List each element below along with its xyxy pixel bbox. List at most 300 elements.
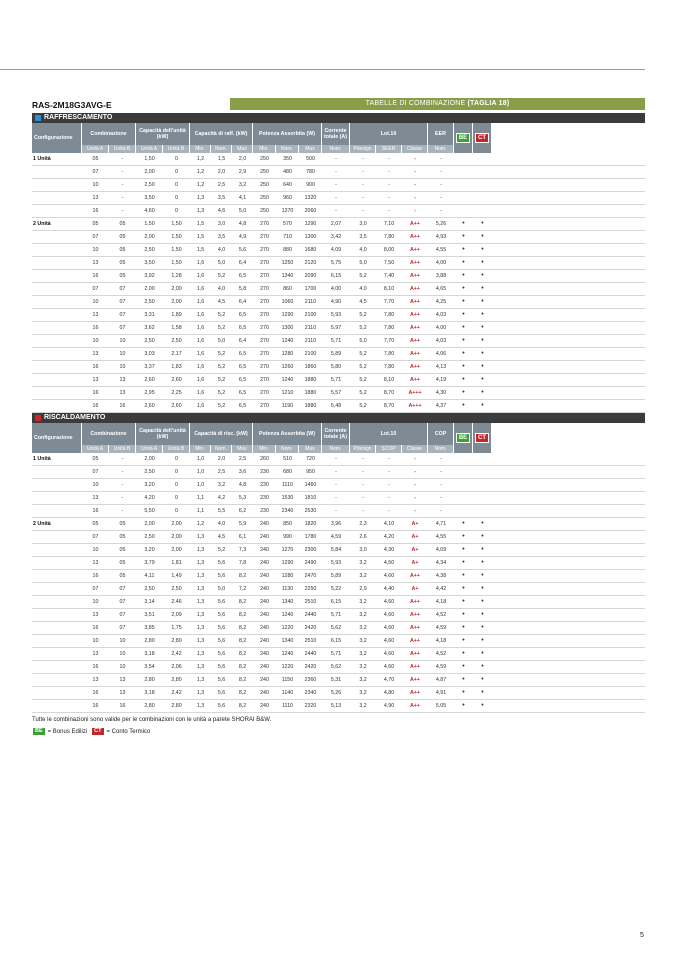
table-cell: 1,5	[217, 156, 226, 162]
ct-eligibility-dot: •	[481, 363, 484, 370]
energy-class: A++	[409, 234, 420, 240]
table-cell: 2,00	[144, 169, 155, 175]
table-cell: 5,0	[238, 208, 247, 214]
table-cell: 13	[92, 260, 99, 266]
cooling-header-combination-label: Combinazione	[82, 123, 135, 145]
be-eligibility-dot: •	[462, 272, 465, 279]
table-cell: 4,93	[435, 234, 447, 240]
ct-eligibility-dot: •	[481, 298, 484, 305]
table-cell: 1700	[304, 286, 317, 292]
table-cell: 5,2	[217, 364, 226, 370]
table-cell: -	[121, 495, 124, 501]
table-cell: 3,37	[144, 364, 155, 370]
table-cell: 250	[260, 156, 269, 162]
table-cell: 5,6	[217, 651, 226, 657]
energy-class: A++	[409, 260, 420, 266]
table-row	[32, 205, 645, 218]
table-cell: 1,6	[196, 351, 205, 357]
table-cell: 4,60	[383, 664, 395, 670]
be-eligibility-dot	[454, 153, 473, 165]
heating-header-lot-label: Lot.10	[350, 423, 427, 445]
table-cell: 480	[283, 169, 292, 175]
table-cell: 3,20	[144, 547, 155, 553]
be-eligibility-dot	[454, 453, 473, 465]
table-cell: -	[388, 208, 390, 214]
table-cell: -	[335, 169, 337, 175]
table-cell: 7,3	[238, 547, 247, 553]
heating-header-capacity_unit-label: Capacità dell'unità (kW)	[136, 423, 189, 445]
be-eligibility-dot	[454, 466, 473, 478]
table-cell: 5,5	[217, 508, 226, 514]
table-row	[32, 166, 645, 179]
table-cell: 10	[92, 547, 99, 553]
table-cell: 8,2	[238, 651, 247, 657]
ct-eligibility-dot: •	[481, 324, 484, 331]
ct-eligibility-dot	[473, 192, 492, 204]
table-cell: 8,2	[238, 625, 247, 631]
cooling-subheader-power-1: Nom.	[276, 145, 299, 153]
table-cell: 1,6	[196, 273, 205, 279]
ct-eligibility-dot	[473, 466, 492, 478]
table-cell: 16	[92, 508, 99, 514]
table-cell: 07	[119, 625, 126, 631]
table-cell: 5,80	[330, 364, 342, 370]
banner-prefix: TABELLE DI COMBINAZIONE	[365, 100, 466, 107]
table-cell: -	[362, 156, 364, 162]
table-cell: 05	[119, 560, 126, 566]
footnote: Tutte le combinazioni sono valide per le combinazioni con le unità a parete SHORAI B&W.	[32, 717, 272, 723]
heating-subheader-capacity_unit-0: Unità A	[136, 445, 163, 453]
table-row	[32, 231, 645, 244]
table-cell: 270	[260, 351, 269, 357]
table-cell: 7,80	[383, 351, 395, 357]
table-cell: 2,3	[359, 521, 367, 527]
table-cell: 05	[119, 521, 126, 527]
energy-class: A++	[409, 221, 420, 227]
table-cell: 2,80	[144, 677, 155, 683]
table-cell: 4,0	[217, 521, 226, 527]
table-cell: 1370	[281, 208, 294, 214]
table-cell: 3,18	[144, 651, 155, 657]
table-cell: 2250	[304, 586, 317, 592]
table-cell: 2360	[304, 677, 317, 683]
energy-class: A++	[409, 273, 420, 279]
table-cell: 2,50	[144, 299, 155, 305]
table-cell: 2,80	[171, 638, 182, 644]
table-cell: 230	[260, 482, 269, 488]
table-cell: 10	[92, 482, 99, 488]
cooling-header-lot	[350, 123, 428, 153]
table-cell: 1,3	[196, 612, 205, 618]
table-cell: -	[121, 508, 124, 514]
table-cell: -	[388, 495, 390, 501]
table-cell: 3,96	[330, 521, 342, 527]
table-cell: 1820	[304, 521, 317, 527]
table-cell: 05	[119, 247, 126, 253]
energy-class: A++	[409, 625, 420, 631]
table-cell: 2,5	[217, 469, 226, 475]
config-label	[32, 466, 82, 478]
table-cell: -	[121, 482, 124, 488]
table-cell: 13	[119, 677, 126, 683]
table-cell: 1240	[281, 377, 294, 383]
ct-eligibility-dot: •	[481, 285, 484, 292]
table-cell: 5,2	[217, 547, 226, 553]
table-cell: 4,65	[435, 286, 447, 292]
table-cell: 5,2	[359, 325, 367, 331]
cooling-subheader-combination-0: Unità A	[82, 145, 109, 153]
energy-class: A++	[409, 651, 420, 657]
table-cell: 07	[119, 599, 126, 605]
be-eligibility-dot: •	[462, 389, 465, 396]
table-cell: 1,0	[196, 469, 205, 475]
table-cell: 10	[119, 364, 126, 370]
table-cell: 4,0	[359, 286, 367, 292]
table-cell: 1260	[281, 364, 294, 370]
cooling-header-lot-label: Lot.10	[350, 123, 427, 145]
table-cell: 3,50	[144, 195, 155, 201]
table-cell: 2,9	[359, 586, 367, 592]
energy-class: A++	[409, 338, 420, 344]
table-cell: 2420	[304, 664, 317, 670]
table-cell: 3,2	[359, 573, 367, 579]
table-row	[32, 518, 645, 531]
table-cell: 1340	[281, 599, 294, 605]
table-cell: 4,60	[383, 638, 395, 644]
table-cell: 4,6	[217, 208, 226, 214]
cooling-header-be	[454, 123, 473, 153]
config-label	[32, 700, 82, 712]
config-label	[32, 231, 82, 243]
table-cell: 3,50	[144, 260, 155, 266]
table-cell: 5,2	[359, 390, 367, 396]
energy-class: A+	[411, 534, 419, 540]
be-eligibility-dot: •	[462, 533, 465, 540]
table-cell: 5,89	[330, 573, 342, 579]
table-cell: 780	[306, 169, 315, 175]
table-cell: 1860	[304, 364, 317, 370]
cooling-subheader-power-2: Max	[305, 146, 315, 152]
table-cell: 3,2	[238, 182, 247, 188]
table-cell: 1,3	[196, 599, 205, 605]
table-cell: 270	[260, 312, 269, 318]
config-label	[32, 596, 82, 608]
table-row	[32, 400, 645, 413]
config-label	[32, 309, 82, 321]
table-cell: 4,18	[435, 599, 447, 605]
table-cell: 3,5	[217, 234, 226, 240]
table-cell: 16	[92, 208, 99, 214]
heating-header-ct	[473, 423, 492, 453]
ct-eligibility-dot	[473, 166, 492, 178]
table-cell: 3,62	[144, 325, 155, 331]
table-row	[32, 244, 645, 257]
ct-eligibility-dot: •	[481, 389, 484, 396]
table-cell: 13	[119, 377, 126, 383]
table-cell: 10	[92, 338, 99, 344]
cooling-header-power-label: Potenza Assorbita (W)	[253, 123, 321, 145]
table-cell: 3,2	[359, 638, 367, 644]
ct-eligibility-dot: •	[481, 559, 484, 566]
table-cell: -	[440, 495, 442, 501]
table-row	[32, 387, 645, 400]
table-cell: 0	[175, 169, 178, 175]
table-cell: 990	[283, 534, 292, 540]
table-cell: 1110	[282, 703, 293, 709]
heating-header-ratio-subs	[428, 445, 453, 453]
table-cell: 710	[283, 234, 292, 240]
table-cell: 1,75	[171, 625, 182, 631]
table-cell: 4,2	[217, 495, 226, 501]
table-cell: 1,6	[196, 260, 205, 266]
table-row	[32, 583, 645, 596]
table-cell: 2090	[304, 273, 317, 279]
table-cell: 3,88	[435, 273, 447, 279]
table-cell: 4,03	[435, 338, 447, 344]
table-cell: 6,15	[330, 638, 342, 644]
table-cell: 1290	[304, 221, 317, 227]
config-label	[32, 583, 82, 595]
table-cell: 5,2	[217, 390, 226, 396]
table-cell: 2440	[304, 651, 317, 657]
table-cell: 6,4	[238, 260, 247, 266]
heating-subheader-power-2: Max	[305, 446, 315, 452]
table-cell: 3,18	[144, 690, 155, 696]
table-cell: 1,5	[196, 221, 205, 227]
table-cell: 10	[92, 638, 99, 644]
ct-eligibility-dot: •	[481, 624, 484, 631]
table-cell: 1290	[281, 312, 294, 318]
table-cell: 1,49	[171, 573, 182, 579]
table-cell: -	[335, 182, 337, 188]
table-cell: 2420	[304, 625, 317, 631]
table-cell: -	[440, 156, 442, 162]
heating-header-lot	[350, 423, 428, 453]
table-cell: 240	[260, 573, 269, 579]
config-label	[32, 192, 82, 204]
table-cell: 4,90	[330, 299, 342, 305]
table-cell: 4,55	[435, 534, 447, 540]
table-cell: 1,83	[171, 364, 182, 370]
config-label	[32, 557, 82, 569]
cooling-header-power-subs	[253, 145, 321, 153]
page-number: 5	[640, 932, 644, 939]
table-cell: 1,50	[171, 260, 182, 266]
table-cell: 3,2	[359, 599, 367, 605]
table-cell: 07	[92, 586, 99, 592]
be-eligibility-dot: •	[462, 598, 465, 605]
table-cell: 5,9	[238, 521, 247, 527]
cooling-subheader-capacity-0: Min.	[190, 145, 211, 153]
be-eligibility-dot: •	[462, 298, 465, 305]
table-cell: 4,52	[435, 651, 447, 657]
table-cell: 240	[260, 560, 269, 566]
ct-eligibility-dot: •	[481, 663, 484, 670]
table-cell: 270	[260, 286, 269, 292]
be-eligibility-dot: •	[462, 585, 465, 592]
energy-class: -	[414, 495, 416, 501]
table-row	[32, 335, 645, 348]
table-cell: 5,57	[330, 390, 342, 396]
table-cell: 230	[260, 495, 269, 501]
table-cell: 13	[92, 651, 99, 657]
energy-class: -	[414, 195, 416, 201]
table-cell: 13	[92, 351, 99, 357]
table-cell: 1,3	[196, 638, 205, 644]
cooling-subheader-combination-1: Unità B	[113, 146, 131, 152]
cooling-subheader-capacity_unit-0: Unità A	[136, 145, 163, 153]
energy-class: A++	[409, 573, 420, 579]
table-cell: 1300	[281, 325, 294, 331]
be-eligibility-dot: •	[462, 246, 465, 253]
table-cell: 6,4	[238, 299, 247, 305]
table-cell: 2,60	[171, 377, 182, 383]
table-cell: 2,9	[238, 169, 247, 175]
heating-section-title: RISCALDAMENTO	[44, 414, 106, 421]
table-cell: 07	[119, 612, 126, 618]
table-cell: 4,00	[435, 260, 447, 266]
heating-header-combination-subs	[82, 445, 135, 453]
table-cell: 3,42	[330, 234, 342, 240]
cooling-section-title: RAFFRESCAMENTO	[44, 114, 113, 121]
table-cell: 4,0	[217, 286, 226, 292]
ct-eligibility-dot: •	[481, 585, 484, 592]
table-cell: 2,00	[171, 286, 182, 292]
table-row	[32, 609, 645, 622]
table-cell: 1530	[281, 495, 294, 501]
table-cell: 5,6	[217, 573, 226, 579]
heating-header-power-subs	[253, 445, 321, 453]
table-cell: 2,42	[171, 651, 182, 657]
table-cell: 2,09	[171, 612, 182, 618]
table-cell: 1,5	[196, 234, 205, 240]
table-cell: 1,3	[196, 625, 205, 631]
table-cell: 7,2	[238, 586, 247, 592]
table-cell: 1,6	[196, 338, 205, 344]
table-cell: 13	[92, 560, 99, 566]
table-cell: -	[362, 495, 364, 501]
energy-class: -	[414, 182, 416, 188]
energy-class: A++	[409, 612, 420, 618]
table-cell: 3,20	[144, 482, 155, 488]
table-cell: 270	[260, 325, 269, 331]
table-cell: 3,92	[144, 273, 155, 279]
table-cell: 1250	[281, 260, 294, 266]
table-cell: 4,59	[330, 534, 342, 540]
table-cell: 5,89	[330, 351, 342, 357]
table-cell: 2,06	[171, 664, 182, 670]
table-row	[32, 531, 645, 544]
config-label	[32, 166, 82, 178]
ct-eligibility-dot: •	[481, 598, 484, 605]
table-row	[32, 466, 645, 479]
table-cell: -	[335, 469, 337, 475]
table-cell: 2100	[304, 351, 317, 357]
table-cell: 4,52	[435, 612, 447, 618]
ct-eligibility-dot	[473, 153, 492, 165]
table-cell: 07	[92, 234, 99, 240]
energy-class: A++	[409, 638, 420, 644]
ct-eligibility-dot: •	[481, 350, 484, 357]
table-cell: 10	[92, 299, 99, 305]
table-cell: 5,2	[359, 351, 367, 357]
table-cell: -	[440, 195, 442, 201]
config-label	[32, 635, 82, 647]
table-cell: 1,28	[171, 273, 182, 279]
table-cell: 1810	[304, 495, 317, 501]
table-cell: 2340	[304, 690, 317, 696]
table-cell: 16	[119, 703, 126, 709]
table-cell: 07	[119, 299, 126, 305]
table-cell: 5,6	[217, 638, 226, 644]
table-cell: 4,70	[383, 677, 395, 683]
heating-header-ratio-label: COP	[428, 423, 453, 445]
table-cell: 510	[283, 456, 292, 462]
table-cell: -	[388, 156, 390, 162]
table-cell: 1290	[281, 560, 294, 566]
table-cell: -	[388, 469, 390, 475]
table-cell: 2,80	[144, 703, 155, 709]
table-cell: -	[362, 508, 364, 514]
table-cell: 2,60	[171, 403, 182, 409]
cooling-header-combination	[82, 123, 136, 153]
table-cell: 250	[260, 169, 269, 175]
table-cell: 1340	[281, 638, 294, 644]
table-cell: 2,0	[217, 169, 226, 175]
ct-eligibility-dot: •	[481, 637, 484, 644]
table-cell: 2,50	[144, 182, 155, 188]
heating-subheader-current-0: Nom.	[329, 446, 342, 452]
table-cell: 4,59	[435, 664, 447, 670]
table-cell: 1280	[281, 573, 294, 579]
config-label	[32, 270, 82, 282]
table-cell: 240	[260, 625, 269, 631]
cooling-subheader-power-0: Min.	[253, 145, 276, 153]
table-cell: 1,1	[196, 495, 205, 501]
table-cell: 2,46	[171, 599, 182, 605]
table-cell: 5,6	[217, 664, 226, 670]
table-row	[32, 687, 645, 700]
table-row	[32, 322, 645, 335]
table-cell: 1,6	[196, 312, 205, 318]
table-cell: 5,97	[330, 325, 342, 331]
be-eligibility-dot: •	[462, 650, 465, 657]
table-cell: 3,2	[359, 690, 367, 696]
table-cell: 270	[260, 403, 269, 409]
cooling-subheader-capacity_unit-1: Unità B	[167, 146, 185, 152]
table-cell: 270	[260, 260, 269, 266]
table-cell: 1150	[281, 677, 294, 683]
config-label: 2 Unità	[33, 521, 51, 527]
table-cell: 270	[260, 221, 269, 227]
table-cell: 0	[175, 456, 178, 462]
ct-badge: CT	[475, 433, 489, 443]
ct-eligibility-dot: •	[481, 650, 484, 657]
table-cell: 3,0	[359, 547, 367, 553]
table-cell: 2,07	[330, 221, 342, 227]
table-cell: 5,6	[217, 612, 226, 618]
table-cell: 4,90	[383, 703, 395, 709]
table-cell: 4,03	[435, 312, 447, 318]
be-eligibility-dot: •	[462, 546, 465, 553]
be-eligibility-dot: •	[462, 363, 465, 370]
table-cell: 5,3	[238, 495, 247, 501]
table-row	[32, 557, 645, 570]
table-cell: 880	[283, 247, 292, 253]
table-cell: 4,59	[435, 625, 447, 631]
cooling-header-ratio	[428, 123, 454, 153]
table-cell: 5,6	[217, 690, 226, 696]
